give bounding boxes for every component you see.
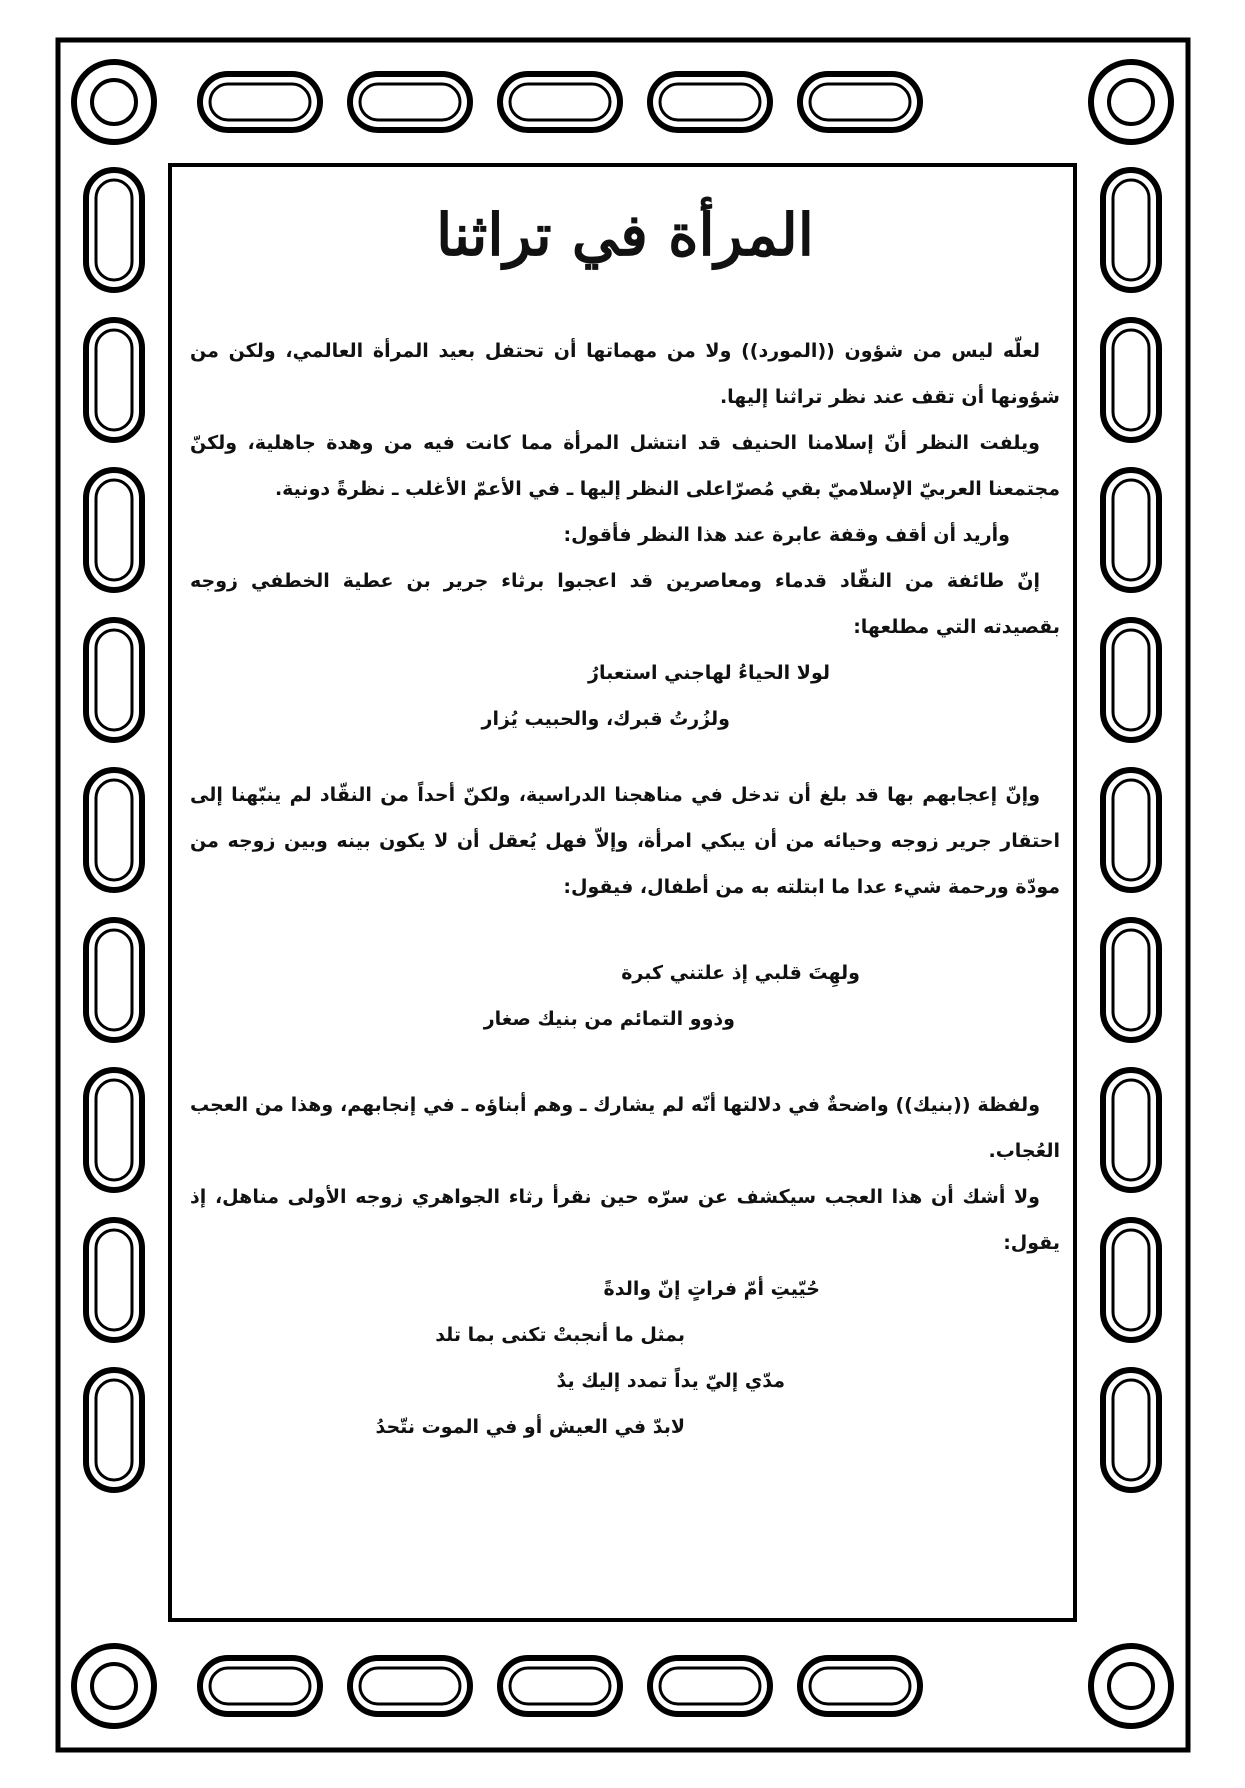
paragraph: وأريد أن أقف وقفة عابرة عند هذا النظر فأقول: (563, 524, 1010, 546)
border-corner-knot (1091, 62, 1171, 142)
border-corner-knot (1091, 1646, 1171, 1726)
border-chain-link (1103, 920, 1159, 1040)
border-chain-link (650, 1658, 770, 1714)
border-corner-knot (74, 62, 154, 142)
border-corner-knot-inner (92, 1664, 136, 1708)
border-corner-knot-inner (92, 80, 136, 124)
verse-line: لابدّ في العيش أو في الموت نتّحدُ (375, 1416, 685, 1438)
paragraph: ولا أشك أن هذا العجب سيكشف عن سرّه حين نقرأ رثاء الجواهري زوجه الأولى مناهل، إذ يقول: (190, 1186, 1060, 1254)
verse-line: لولا الحياءُ لهاجني استعبارُ (588, 662, 830, 684)
spacer (190, 910, 1060, 950)
document-body (190, 190, 1060, 1610)
border-chain-link (86, 320, 142, 440)
verse-line: وذوو التمائم من بنيك صغار (483, 1008, 735, 1030)
border-chain-link (86, 470, 142, 590)
border-corner-knot (74, 1646, 154, 1726)
border-chain-link (86, 1220, 142, 1340)
border-chain-link (1103, 470, 1159, 590)
border-chain-link (350, 74, 470, 130)
border-chain-link (200, 1658, 320, 1714)
border-chain-link (86, 620, 142, 740)
verse-line: مدّي إليّ يداً تمدد إليك يدٌ (556, 1370, 785, 1392)
border-chain-link (800, 1658, 920, 1714)
border-chain-link (1103, 770, 1159, 890)
border-chain-link (86, 920, 142, 1040)
border-chain-link (86, 170, 142, 290)
border-chain-link (500, 1658, 620, 1714)
paragraph: ويلفت النظر أنّ إسلامنا الحنيف قد انتشل المرأة مما كانت فيه من وهدة جاهلية، ولكنّ مجتمعنا العربيّ الإسلاميّ بقي مُصرّاعلى النظر إليها ـ في الأعمّ الأغلب ـ نظرةً دونية. (190, 432, 1060, 500)
border-chain-link (1103, 170, 1159, 290)
paragraph: إنّ طائفة من النقّاد قدماء ومعاصرين قد اعجبوا برثاء جرير بن عطية الخطفي زوجه بقصيدته التي مطلعها: (190, 570, 1060, 638)
paragraph: لعلّه ليس من شؤون ((المورد)) ولا من مهماتها أن تحتفل بعيد المرأة العالمي، ولكن من شؤونها أن تقف عند نظر تراثنا إليها. (190, 340, 1060, 408)
border-chain-link (1103, 320, 1159, 440)
border-corner-knot-inner (1109, 80, 1153, 124)
border-chain-link (1103, 1070, 1159, 1190)
border-chain-link (350, 1658, 470, 1714)
paragraph: ولفظة ((بنيك)) واضحةٌ في دلالتها أنّه لم يشارك ـ وهم أبناؤه ـ في إنجابهم، وهذا من العجب العُجاب. (190, 1094, 1060, 1162)
border-chain-link (1103, 1370, 1159, 1490)
border-chain-link (86, 770, 142, 890)
verse-line: بمثل ما أنجبتْ تكنى بما تلد (435, 1324, 685, 1346)
verse-line: ولهِتَ قلبي إذ علتني كبرة (621, 962, 860, 984)
border-chain-link (1103, 620, 1159, 740)
document-title: المرأة في تراثنا (436, 201, 814, 269)
spacer (190, 742, 1060, 772)
border-chain-link (500, 74, 620, 130)
verse-line: ولزُرتُ قبرك، والحبيب يُزار (481, 708, 730, 730)
border-chain-link (86, 1370, 142, 1490)
border-chain-link (200, 74, 320, 130)
border-chain-link (800, 74, 920, 130)
border-chain-link (1103, 1220, 1159, 1340)
spacer (190, 1042, 1060, 1082)
paragraph: وإنّ إعجابهم بها قد بلغ أن تدخل في مناهجنا الدراسية، ولكنّ أحداً من النقّاد لم ينبّهنا إلى احتقار جرير زوجه وحيائه من أن يبكي امرأة، وإلاّ فهل يُعقل أن لا يكون بينه وبين زوجه من مودّة ورحمة شيء عدا ما ابتلته به من أطفال، فيقول: (190, 784, 1060, 898)
verse-line: حُيّيتِ أمّ فراتٍ إنّ والدةً (603, 1278, 820, 1300)
border-chain-link (650, 74, 770, 130)
border-corner-knot-inner (1109, 1664, 1153, 1708)
border-chain-link (86, 1070, 142, 1190)
